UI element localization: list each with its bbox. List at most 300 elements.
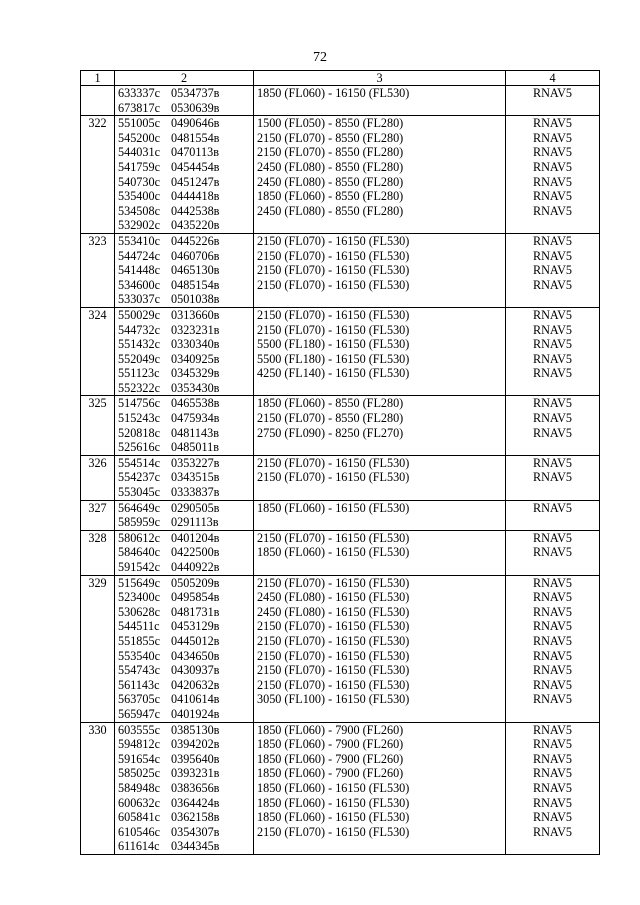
table-row: [81, 86, 600, 116]
flight-levels-cell: [254, 575, 506, 722]
longitude: 0344345в: [171, 839, 220, 854]
route-number-cell: [81, 307, 115, 396]
flight-level-range: 2150 (FL070) - 8550 (FL280): [257, 130, 404, 145]
navigation-spec-cell: [506, 500, 600, 530]
coordinates-cell: [115, 86, 254, 116]
flight-level-range: 2450 (FL080) - 16150 (FL530): [257, 590, 410, 605]
flight-level-range: 2150 (FL070) - 16150 (FL530): [257, 455, 410, 470]
latitude: 544511с: [118, 619, 160, 634]
coordinate-pair: [118, 278, 250, 293]
navigation-spec-cell: [506, 86, 600, 116]
longitude: 0353430в: [171, 380, 220, 395]
navigation-spec: RNAV5: [532, 145, 573, 160]
latitude: 585959с: [118, 515, 160, 530]
latitude: 552049с: [118, 351, 160, 366]
navigation-spec: RNAV5: [532, 663, 573, 678]
latitude: 545200с: [118, 130, 160, 145]
coordinate-pair: [118, 663, 250, 678]
latitude: 540730с: [118, 174, 160, 189]
coordinates-cell: [115, 396, 254, 455]
navigation-spec: RNAV5: [532, 633, 573, 648]
longitude: 0333837в: [171, 485, 220, 500]
coordinate-pair: [118, 737, 250, 752]
latitude: 553410с: [118, 233, 160, 248]
navigation-spec: RNAV5: [532, 677, 573, 692]
latitude: 594812с: [118, 737, 160, 752]
route-number: 326: [88, 455, 107, 470]
route-number: 330: [88, 722, 107, 737]
longitude: 0343515в: [171, 470, 220, 485]
flight-level-range: 2150 (FL070) - 16150 (FL530): [257, 307, 410, 322]
latitude: 585025с: [118, 766, 160, 781]
route-number: 328: [88, 530, 107, 545]
coordinate-pair: [118, 323, 250, 338]
flight-level-range: 2150 (FL070) - 16150 (FL530): [257, 322, 410, 337]
flight-level-range: 1850 (FL060) - 7900 (FL260): [257, 737, 404, 752]
navigation-spec: RNAV5: [532, 411, 573, 426]
longitude: 0530639в: [171, 100, 220, 115]
table-row: [81, 396, 600, 455]
coordinate-pair: [118, 131, 250, 146]
flight-level-range: 2150 (FL070) - 16150 (FL530): [257, 619, 410, 634]
longitude: 0395640в: [171, 751, 220, 766]
navigation-spec: RNAV5: [532, 722, 573, 737]
latitude: 553540с: [118, 648, 160, 663]
navigation-spec: RNAV5: [532, 692, 573, 707]
navigation-spec: RNAV5: [532, 470, 573, 485]
longitude: 0420632в: [171, 677, 220, 692]
latitude: 550029с: [118, 307, 160, 322]
coordinate-pair: [118, 249, 250, 264]
latitude: 563705с: [118, 692, 160, 707]
flight-levels-cell: [254, 530, 506, 575]
flight-level-range: 2150 (FL070) - 16150 (FL530): [257, 633, 410, 648]
route-number: 322: [88, 116, 107, 131]
coordinate-pair: [118, 411, 250, 426]
longitude: 0385130в: [171, 722, 220, 737]
coordinate-pair: [118, 175, 250, 190]
flight-level-range: 2150 (FL070) - 16150 (FL530): [257, 648, 410, 663]
navigation-spec: RNAV5: [532, 116, 573, 131]
longitude: 0534737в: [171, 86, 220, 100]
route-number-cell: [81, 530, 115, 575]
navigation-spec-cell: [506, 530, 600, 575]
page-number: 72: [313, 50, 327, 65]
navigation-spec: RNAV5: [532, 189, 573, 204]
coordinate-pair: [118, 308, 250, 323]
flight-level-range: 2150 (FL070) - 16150 (FL530): [257, 277, 410, 292]
latitude: 534508с: [118, 203, 160, 218]
latitude: 591542с: [118, 560, 160, 574]
latitude: 673817с: [118, 100, 160, 115]
coordinate-pair: [118, 352, 250, 367]
latitude: 534600с: [118, 277, 160, 292]
longitude: 0453129в: [171, 619, 220, 634]
coordinate-pair: [118, 381, 250, 396]
latitude: 532902с: [118, 218, 160, 233]
latitude: 535400с: [118, 189, 160, 204]
column-header-1: 1: [81, 71, 115, 86]
latitude: 561143с: [118, 677, 160, 692]
latitude: 515649с: [118, 575, 160, 590]
latitude: 514756с: [118, 396, 160, 411]
navigation-spec: RNAV5: [532, 130, 573, 145]
coordinate-pair: [118, 825, 250, 840]
navigation-spec-cell: [506, 396, 600, 455]
longitude: 0454454в: [171, 159, 220, 174]
longitude: 0291113в: [171, 515, 219, 530]
longitude: 0354307в: [171, 824, 220, 839]
longitude: 0465130в: [171, 263, 220, 278]
flight-levels-cell: [254, 307, 506, 396]
longitude: 0353227в: [171, 455, 220, 470]
coordinate-pair: [118, 263, 250, 278]
navigation-spec: RNAV5: [532, 277, 573, 292]
latitude: 533037с: [118, 292, 160, 307]
flight-level-range: 1850 (FL060) - 16150 (FL530): [257, 780, 410, 795]
longitude: 0393231в: [171, 766, 220, 781]
table-row: [81, 307, 600, 396]
navigation-spec: RNAV5: [532, 396, 573, 411]
longitude: 0430937в: [171, 663, 220, 678]
navigation-spec: RNAV5: [532, 824, 573, 839]
route-number-cell: [81, 722, 115, 854]
longitude: 0490646в: [171, 116, 220, 131]
longitude: 0445012в: [171, 633, 220, 648]
route-number: 323: [88, 233, 107, 248]
coordinate-pair: [118, 160, 250, 175]
flight-level-range: 2150 (FL070) - 16150 (FL530): [257, 233, 410, 248]
flight-level-range: 2450 (FL080) - 8550 (FL280): [257, 203, 404, 218]
flight-level-range: 1850 (FL060) - 16150 (FL530): [257, 810, 410, 825]
latitude: 553045с: [118, 485, 160, 500]
navigation-spec: RNAV5: [532, 159, 573, 174]
latitude: 591654с: [118, 751, 160, 766]
longitude: 0460706в: [171, 248, 220, 263]
coordinate-pair: [118, 396, 250, 411]
navigation-spec-cell: [506, 455, 600, 500]
route-number-cell: [81, 455, 115, 500]
flight-level-range: 2150 (FL070) - 16150 (FL530): [257, 263, 410, 278]
longitude: 0501038в: [171, 292, 220, 307]
latitude: 520818с: [118, 425, 160, 440]
navigation-spec: RNAV5: [532, 322, 573, 337]
latitude: 530628с: [118, 604, 160, 619]
route-number-cell: [81, 575, 115, 722]
flight-level-range: 1500 (FL050) - 8550 (FL280): [257, 116, 404, 131]
flight-levels-cell: [254, 500, 506, 530]
flight-level-range: 2150 (FL070) - 16150 (FL530): [257, 677, 410, 692]
flight-level-range: 2150 (FL070) - 8550 (FL280): [257, 411, 404, 426]
longitude: 0475934в: [171, 411, 220, 426]
latitude: 610546с: [118, 824, 160, 839]
coordinate-pair: [118, 605, 250, 620]
coordinate-pair: [118, 501, 250, 516]
flight-levels-cell: [254, 116, 506, 234]
coordinates-cell: [115, 530, 254, 575]
latitude: 554237с: [118, 470, 160, 485]
longitude: 0434650в: [171, 648, 220, 663]
coordinate-pair: [118, 218, 250, 233]
navigation-spec: RNAV5: [532, 455, 573, 470]
flight-level-range: 2150 (FL070) - 16150 (FL530): [257, 663, 410, 678]
latitude: 605841с: [118, 810, 160, 825]
flight-level-range: 2450 (FL080) - 8550 (FL280): [257, 174, 404, 189]
coordinate-pair: [118, 723, 250, 738]
longitude: 0481143в: [171, 425, 219, 440]
header-row: [81, 71, 600, 86]
coordinate-pair: [118, 796, 250, 811]
flight-level-range: 2150 (FL070) - 16150 (FL530): [257, 824, 410, 839]
coordinate-pair: [118, 337, 250, 352]
flight-levels-cell: [254, 396, 506, 455]
navigation-spec: RNAV5: [532, 425, 573, 440]
route-number: 329: [88, 575, 107, 590]
longitude: 0442538в: [171, 203, 220, 218]
route-number: 324: [88, 307, 107, 322]
navigation-spec: RNAV5: [532, 366, 573, 381]
flight-level-range: 2450 (FL080) - 8550 (FL280): [257, 159, 404, 174]
navigation-spec: RNAV5: [532, 351, 573, 366]
coordinate-pair: [118, 545, 250, 560]
flight-level-range: 2150 (FL070) - 16150 (FL530): [257, 470, 410, 485]
navigation-spec: RNAV5: [532, 648, 573, 663]
navigation-spec: RNAV5: [532, 203, 573, 218]
coordinate-pair: [118, 470, 250, 485]
navigation-spec: RNAV5: [532, 530, 573, 545]
coordinate-pair: [118, 515, 250, 530]
flight-levels-cell: [254, 233, 506, 307]
flight-level-range: 1850 (FL060) - 8550 (FL280): [257, 189, 404, 204]
longitude: 0345329в: [171, 366, 220, 381]
longitude: 0410614в: [171, 692, 220, 707]
navigation-spec-cell: [506, 233, 600, 307]
longitude: 0330340в: [171, 337, 220, 352]
latitude: 565947с: [118, 706, 160, 721]
table-row: [81, 116, 600, 234]
longitude: 0383656в: [171, 780, 220, 795]
navigation-spec: RNAV5: [532, 233, 573, 248]
coordinate-pair: [118, 839, 250, 854]
navigation-spec: RNAV5: [532, 795, 573, 810]
table-row: [81, 500, 600, 530]
longitude: 0481554в: [171, 130, 220, 145]
navigation-spec-cell: [506, 575, 600, 722]
route-number-cell: [81, 500, 115, 530]
coordinate-pair: [118, 234, 250, 249]
route-number-cell: [81, 116, 115, 234]
longitude: 0422500в: [171, 545, 220, 560]
flight-level-range: 5500 (FL180) - 16150 (FL530): [257, 337, 410, 352]
coordinate-pair: [118, 204, 250, 219]
flight-levels-cell: [254, 455, 506, 500]
longitude: 0485154в: [171, 277, 220, 292]
longitude: 0470113в: [171, 145, 219, 160]
flight-level-range: 1850 (FL060) - 7900 (FL260): [257, 766, 404, 781]
flight-level-range: 4250 (FL140) - 16150 (FL530): [257, 366, 410, 381]
column-header-4: 4: [506, 71, 600, 86]
latitude: 551005с: [118, 116, 160, 131]
column-header-2: 2: [115, 71, 254, 86]
flight-level-range: 1850 (FL060) - 16150 (FL530): [257, 86, 410, 100]
coordinate-pair: [118, 292, 250, 307]
route-table: [80, 70, 600, 855]
navigation-spec: RNAV5: [532, 604, 573, 619]
coordinate-pair: [118, 189, 250, 204]
coordinate-pair: [118, 576, 250, 591]
coordinates-cell: [115, 455, 254, 500]
coordinate-pair: [118, 678, 250, 693]
latitude: 551855с: [118, 633, 160, 648]
flight-level-range: 3050 (FL100) - 16150 (FL530): [257, 692, 410, 707]
latitude: 551432с: [118, 337, 160, 352]
navigation-spec: RNAV5: [532, 590, 573, 605]
flight-level-range: 5500 (FL180) - 16150 (FL530): [257, 351, 410, 366]
longitude: 0485011в: [171, 440, 219, 455]
navigation-spec: RNAV5: [532, 263, 573, 278]
longitude: 0313660в: [171, 307, 220, 322]
navigation-spec-cell: [506, 116, 600, 234]
coordinate-pair: [118, 619, 250, 634]
route-number-cell: [81, 86, 115, 116]
navigation-spec: RNAV5: [532, 751, 573, 766]
flight-level-range: 1850 (FL060) - 7900 (FL260): [257, 722, 404, 737]
latitude: 541448с: [118, 263, 160, 278]
table-row: [81, 722, 600, 854]
longitude: 0445226в: [171, 233, 220, 248]
coordinate-pair: [118, 810, 250, 825]
flight-level-range: 2750 (FL090) - 8250 (FL270): [257, 425, 404, 440]
flight-level-range: 2150 (FL070) - 16150 (FL530): [257, 248, 410, 263]
longitude: 0323231в: [171, 322, 220, 337]
longitude: 0440922в: [171, 560, 220, 574]
coordinate-pair: [118, 101, 250, 116]
table-row: [81, 233, 600, 307]
flight-level-range: 2450 (FL080) - 16150 (FL530): [257, 604, 410, 619]
longitude: 0505209в: [171, 575, 220, 590]
longitude: 0340925в: [171, 351, 220, 366]
flight-level-range: 1850 (FL060) - 16150 (FL530): [257, 545, 410, 560]
latitude: 554743с: [118, 663, 160, 678]
flight-levels-cell: [254, 86, 506, 116]
latitude: 611614с: [118, 839, 160, 854]
flight-level-range: 1850 (FL060) - 8550 (FL280): [257, 396, 404, 411]
longitude: 0290505в: [171, 500, 220, 515]
latitude: 544732с: [118, 322, 160, 337]
coordinate-pair: [118, 456, 250, 471]
coordinate-pair: [118, 590, 250, 605]
navigation-spec: RNAV5: [532, 766, 573, 781]
navigation-spec: RNAV5: [532, 500, 573, 515]
coordinate-pair: [118, 116, 250, 131]
latitude: 523400с: [118, 590, 160, 605]
coordinate-pair: [118, 560, 250, 575]
longitude: 0451247в: [171, 174, 220, 189]
longitude: 0495854в: [171, 590, 220, 605]
table-body: [81, 86, 600, 855]
latitude: 564649с: [118, 500, 160, 515]
latitude: 603555с: [118, 722, 160, 737]
table-row: [81, 455, 600, 500]
coordinate-pair: [118, 485, 250, 500]
latitude: 544031с: [118, 145, 160, 160]
coordinate-pair: [118, 649, 250, 664]
column-header-3: 3: [254, 71, 506, 86]
latitude: 515243с: [118, 411, 160, 426]
route-number-cell: [81, 396, 115, 455]
coordinates-cell: [115, 233, 254, 307]
flight-levels-cell: [254, 722, 506, 854]
longitude: 0394202в: [171, 737, 220, 752]
coordinate-pair: [118, 707, 250, 722]
coordinate-pair: [118, 366, 250, 381]
latitude: 544724с: [118, 248, 160, 263]
navigation-spec: RNAV5: [532, 248, 573, 263]
coordinate-pair: [118, 692, 250, 707]
longitude: 0481731в: [171, 604, 220, 619]
flight-level-range: 2150 (FL070) - 8550 (FL280): [257, 145, 404, 160]
route-number: 325: [88, 396, 107, 411]
longitude: 0465538в: [171, 396, 220, 411]
route-number: 327: [88, 500, 107, 515]
navigation-spec: RNAV5: [532, 780, 573, 795]
latitude: 584640с: [118, 545, 160, 560]
latitude: 552322с: [118, 380, 160, 395]
longitude: 0362158в: [171, 810, 220, 825]
navigation-spec-cell: [506, 307, 600, 396]
longitude: 0401204в: [171, 530, 220, 545]
navigation-spec: RNAV5: [532, 307, 573, 322]
route-number-cell: [81, 233, 115, 307]
longitude: 0401924в: [171, 706, 220, 721]
coordinate-pair: [118, 440, 250, 455]
navigation-spec: RNAV5: [532, 619, 573, 634]
coordinates-cell: [115, 500, 254, 530]
navigation-spec: RNAV5: [532, 174, 573, 189]
flight-level-range: 1850 (FL060) - 16150 (FL530): [257, 500, 410, 515]
navigation-spec: RNAV5: [532, 86, 573, 100]
latitude: 554514с: [118, 455, 160, 470]
longitude: 0364424в: [171, 795, 220, 810]
longitude: 0444418в: [171, 189, 220, 204]
coordinates-cell: [115, 307, 254, 396]
table-row: [81, 530, 600, 575]
coordinates-cell: [115, 575, 254, 722]
latitude: 584948с: [118, 780, 160, 795]
latitude: 580612с: [118, 530, 160, 545]
navigation-spec: RNAV5: [532, 810, 573, 825]
flight-level-range: 1850 (FL060) - 16150 (FL530): [257, 795, 410, 810]
coordinates-cell: [115, 722, 254, 854]
flight-level-range: 2150 (FL070) - 16150 (FL530): [257, 575, 410, 590]
coordinate-pair: [118, 86, 250, 101]
latitude: 551123с: [118, 366, 160, 381]
latitude: 541759с: [118, 159, 160, 174]
latitude: 525616с: [118, 440, 160, 455]
latitude: 600632с: [118, 795, 160, 810]
coordinate-pair: [118, 531, 250, 546]
coordinates-cell: [115, 116, 254, 234]
coordinate-pair: [118, 426, 250, 441]
table-row: [81, 575, 600, 722]
navigation-spec: RNAV5: [532, 575, 573, 590]
longitude: 0435220в: [171, 218, 220, 233]
navigation-spec: RNAV5: [532, 545, 573, 560]
flight-level-range: 1850 (FL060) - 7900 (FL260): [257, 751, 404, 766]
navigation-spec-cell: [506, 722, 600, 854]
navigation-spec: RNAV5: [532, 737, 573, 752]
coordinate-pair: [118, 634, 250, 649]
